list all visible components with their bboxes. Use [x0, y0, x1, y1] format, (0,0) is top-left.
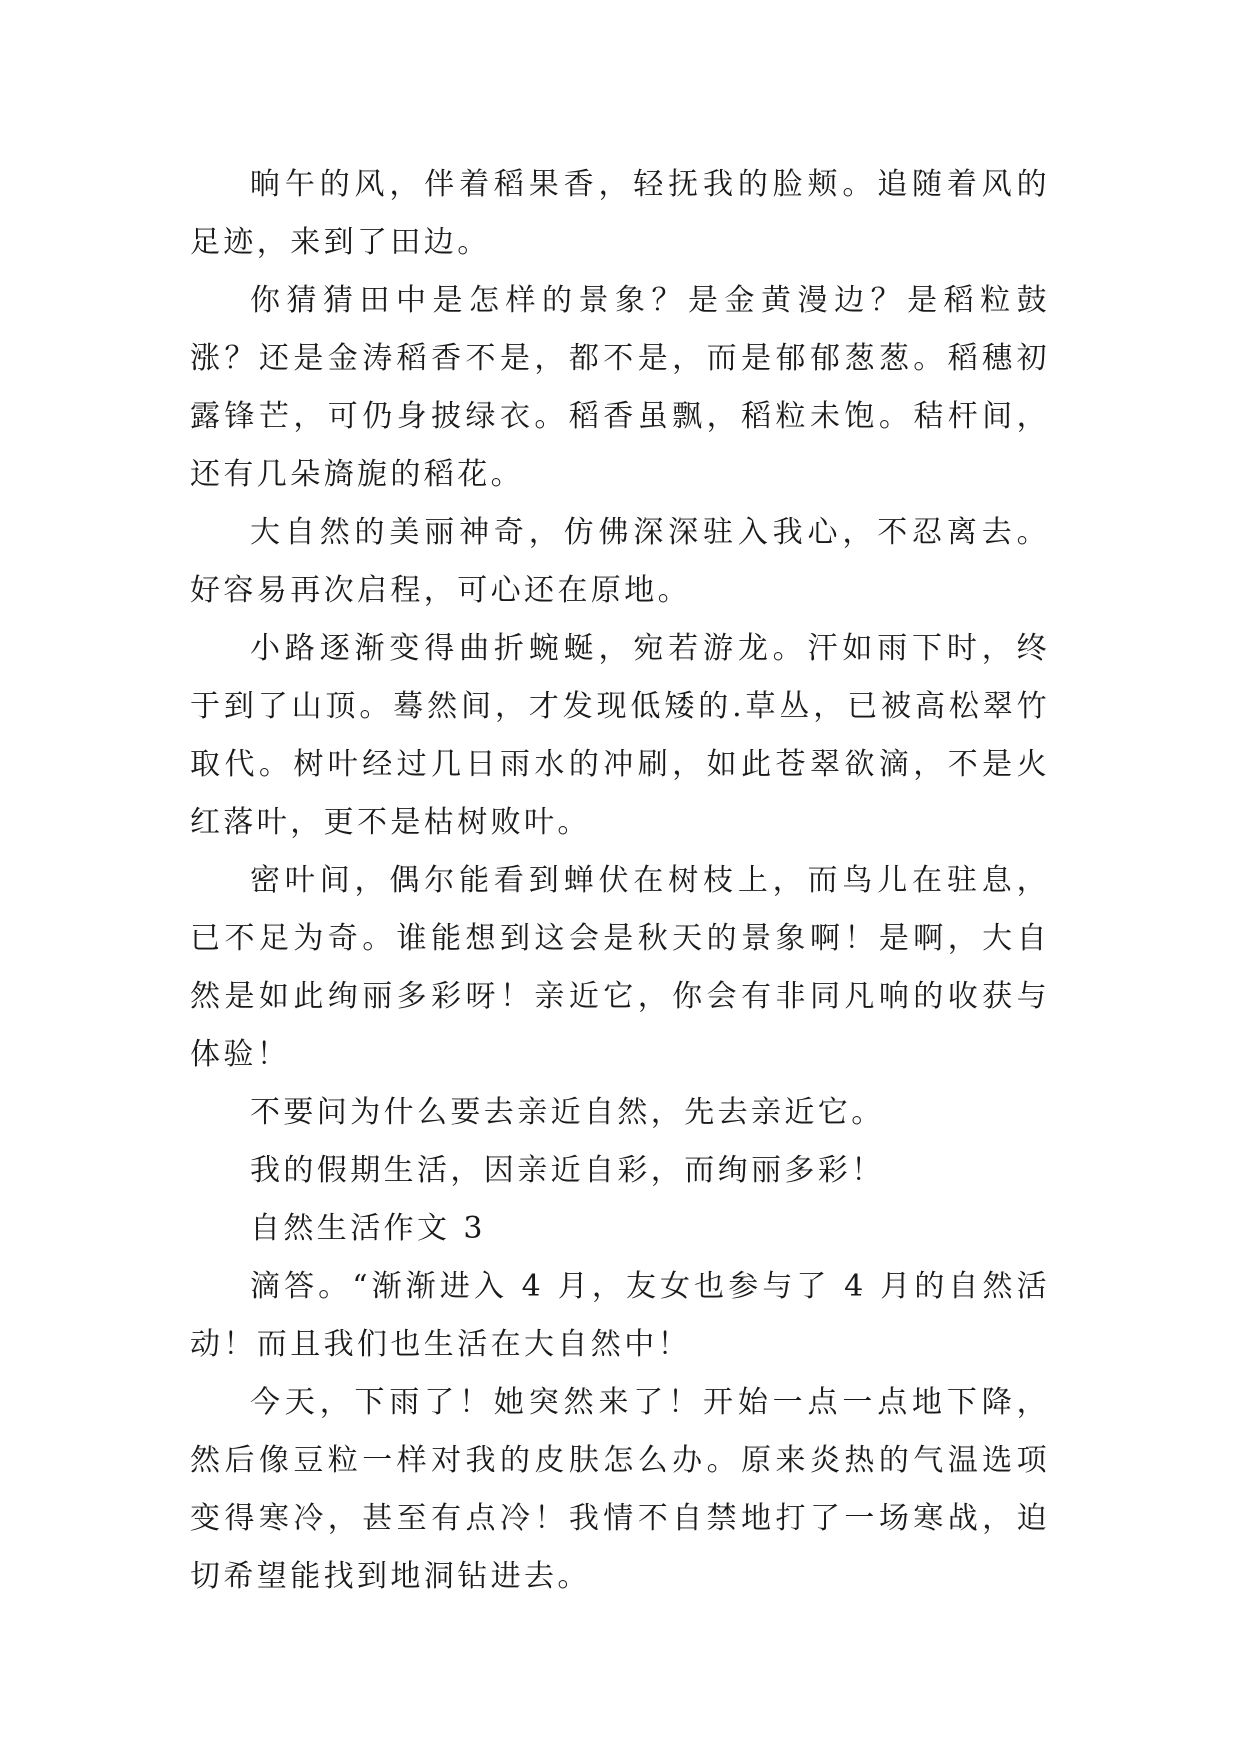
section-heading: 自然生活作文 3	[250, 1211, 486, 1246]
paragraph-9: 今天，下雨了！她突然来了！开始一点一点地下降，然后像豆粒一样对我的皮肤怎么办。原来炎热的气温选项变得寒冷，甚至有点冷！我情不自禁地打了一场寒战，迫切希望能找到地洞钻进去。	[190, 1385, 1050, 1594]
paragraph-4: 小路逐渐变得曲折蜿蜒，宛若游龙。汗如雨下时，终于到了山顶。蓦然间，才发现低矮的.草丛，已被高松翠竹取代。树叶经过几日雨水的冲刷，如此苍翠欲滴，不是火红落叶，更不是枯树败叶。	[190, 631, 1050, 840]
paragraph-2: 你猜猜田中是怎样的景象？是金黄漫边？是稻粒鼓涨？还是金涛稻香不是，都不是，而是郁郁葱葱。稻穗初露锋芒，可仍身披绿衣。稻香虽飘，稻粒未饱。秸杆间，还有几朵旖旎的稻花。	[190, 283, 1050, 492]
paragraph-5: 密叶间，偶尔能看到蝉伏在树枝上，而鸟儿在驻息，已不足为奇。谁能想到这会是秋天的景象啊！是啊，大自然是如此绚丽多彩呀！亲近它，你会有非同凡响的收获与体验！	[190, 863, 1050, 1072]
document-body	[190, 156, 1050, 1606]
paragraph-6: 不要问为什么要去亲近自然，先去亲近它。	[250, 1095, 885, 1130]
paragraph-1: 晌午的风，伴着稻果香，轻抚我的脸颊。追随着风的足迹，来到了田边。	[190, 167, 1050, 260]
paragraph-3: 大自然的美丽神奇，仿佛深深驻入我心，不忍离去。好容易再次启程，可心还在原地。	[190, 515, 1050, 608]
paragraph-7: 我的假期生活，因亲近自彩，而绚丽多彩！	[250, 1153, 885, 1188]
paragraph-8: 滴答。“渐渐进入 4 月，友女也参与了 4 月的自然活动！而且我们也生活在大自然中！	[190, 1269, 1050, 1362]
